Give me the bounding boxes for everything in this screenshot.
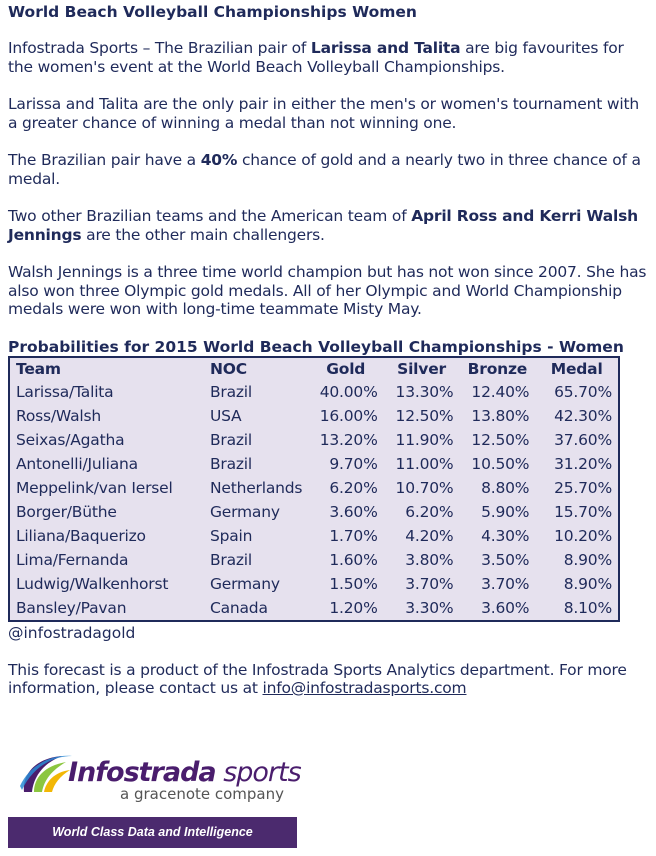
brand-wordmark — [68, 757, 301, 788]
bronze-cell: 12.50% — [471, 430, 530, 449]
swoosh-icon — [18, 752, 74, 798]
silver-cell: 10.70% — [395, 478, 454, 497]
challengers-text-a: Two other Brazilian teams and the American team of — [8, 207, 412, 225]
noc-cell: Brazil — [209, 430, 253, 449]
header-silver: Silver — [397, 359, 446, 378]
brand-sports: sports — [215, 757, 301, 788]
paragraph-medal-chance: Larissa and Talita are the only pair in either the men's or women's tournament with a greater chance of winning a medal than not winning one. — [8, 95, 639, 132]
gold-cell: 1.50% — [329, 574, 378, 593]
noc-cell: Germany — [209, 502, 280, 521]
silver-cell: 12.50% — [395, 406, 454, 425]
team-cell: Bansley/Pavan — [16, 598, 127, 617]
header-team: Team — [16, 359, 61, 378]
bronze-cell: 4.30% — [481, 526, 530, 545]
table-row — [9, 500, 619, 524]
medal-cell: 25.70% — [554, 478, 612, 497]
team-cell: Antonelli/Juliana — [16, 454, 138, 473]
medal-cell: 15.70% — [554, 502, 612, 521]
medal-cell: 8.90% — [563, 550, 612, 569]
gold-text-a: The Brazilian pair have a — [8, 151, 201, 169]
table-header-row — [9, 357, 619, 380]
gold-cell: 40.00% — [319, 382, 378, 401]
brand-tagline: a gracenote company — [120, 785, 285, 803]
bronze-cell: 8.80% — [481, 478, 530, 497]
contact-email-link[interactable]: info@infostradasports.com — [262, 679, 467, 697]
noc-cell: Netherlands — [209, 478, 303, 497]
paragraph-gold-chance — [8, 151, 648, 188]
noc-cell: Brazil — [209, 550, 253, 569]
table-title: Probabilities for 2015 World Beach Volleyball Championships - Women — [8, 337, 624, 356]
silver-cell: 3.80% — [405, 550, 454, 569]
team-cell: Ross/Walsh — [16, 406, 101, 425]
gold-cell: 1.70% — [329, 526, 378, 545]
header-medal: Medal — [550, 359, 603, 378]
gold-cell: 3.60% — [329, 502, 378, 521]
team-cell: Ludwig/Walkenhorst — [16, 574, 169, 593]
gold-cell: 1.60% — [329, 550, 378, 569]
team-cell: Borger/Büthe — [16, 502, 117, 521]
intro-text-a: Infostrada Sports – The Brazilian pair of — [8, 39, 311, 57]
table-row — [9, 548, 619, 572]
bronze-cell: 13.80% — [471, 406, 530, 425]
silver-cell: 6.20% — [405, 502, 454, 521]
silver-cell: 11.00% — [395, 454, 454, 473]
noc-cell: Brazil — [209, 382, 253, 401]
tagline-banner: World Class Data and Intelligence — [8, 817, 297, 848]
gold-text-c: chance of gold and a nearly two in three chance of a medal. — [8, 151, 641, 188]
table-body — [9, 380, 619, 621]
table-row — [9, 476, 619, 500]
gold-cell: 13.20% — [319, 430, 378, 449]
challengers-text-c: are the other main challengers. — [81, 225, 325, 244]
footer-text: This forecast is a product of the Infostrada Sports Analytics department. For more information, please contact us at — [8, 660, 627, 697]
table-row — [9, 404, 619, 428]
infostrada-logo — [18, 752, 308, 812]
medal-cell: 37.60% — [554, 430, 612, 449]
header-bronze: Bronze — [467, 359, 528, 378]
paragraph-walsh-jennings: Walsh Jennings is a three time world champion but has not won since 2007. She has also won three Olympic gold medals. All of her Olympic and World Championship medals were won with long-time teammate Misty May. — [8, 263, 647, 318]
challengers-highlight: April Ross and Kerri Walsh Jennings — [8, 207, 638, 244]
gold-cell: 6.20% — [329, 478, 378, 497]
probabilities-table — [8, 356, 620, 622]
page-title: World Beach Volleyball Championships Women — [8, 3, 417, 21]
gold-cell: 16.00% — [319, 406, 378, 425]
intro-text-c: are big favourites for the women's event at the World Beach Volleyball Championships. — [8, 39, 624, 76]
silver-cell: 3.70% — [405, 574, 454, 593]
twitter-handle[interactable]: @infostradagold — [8, 623, 136, 642]
team-cell: Seixas/Agatha — [16, 430, 125, 449]
table-row — [9, 452, 619, 476]
noc-cell: Germany — [209, 574, 280, 593]
gold-percent: 40% — [200, 151, 238, 169]
paragraph-intro — [8, 39, 648, 76]
noc-cell: Spain — [209, 526, 253, 545]
header-noc: NOC — [209, 359, 247, 378]
medal-cell: 8.90% — [563, 574, 612, 593]
silver-cell: 11.90% — [395, 430, 454, 449]
bronze-cell: 3.70% — [481, 574, 530, 593]
bronze-cell: 3.60% — [481, 598, 530, 617]
silver-cell: 4.20% — [405, 526, 454, 545]
medal-cell: 65.70% — [554, 382, 612, 401]
table-row — [9, 428, 619, 452]
table-row — [9, 596, 619, 621]
footer-note — [8, 661, 648, 698]
noc-cell: Canada — [209, 598, 268, 617]
medal-cell: 42.30% — [554, 406, 612, 425]
bronze-cell: 3.50% — [481, 550, 530, 569]
team-cell: Larissa/Talita — [16, 382, 114, 401]
noc-cell: USA — [209, 406, 242, 425]
medal-cell: 8.10% — [563, 598, 612, 617]
intro-highlight: Larissa and Talita — [310, 39, 461, 57]
medal-cell: 31.20% — [554, 454, 612, 473]
team-cell: Meppelink/van Iersel — [16, 478, 173, 497]
brand-name: Infostrada — [68, 757, 216, 788]
gold-cell: 9.70% — [329, 454, 378, 473]
paragraph-challengers — [8, 207, 648, 244]
table-row — [9, 380, 619, 404]
table-row — [9, 524, 619, 548]
table-row — [9, 572, 619, 596]
bronze-cell: 5.90% — [481, 502, 530, 521]
bronze-cell: 10.50% — [471, 454, 530, 473]
team-cell: Liliana/Baquerizo — [16, 526, 146, 545]
header-gold: Gold — [326, 359, 366, 378]
team-cell: Lima/Fernanda — [16, 550, 129, 569]
noc-cell: Brazil — [209, 454, 253, 473]
gold-cell: 1.20% — [329, 598, 378, 617]
bronze-cell: 12.40% — [471, 382, 530, 401]
silver-cell: 13.30% — [395, 382, 454, 401]
silver-cell: 3.30% — [405, 598, 454, 617]
medal-cell: 10.20% — [554, 526, 612, 545]
article — [8, 0, 648, 698]
